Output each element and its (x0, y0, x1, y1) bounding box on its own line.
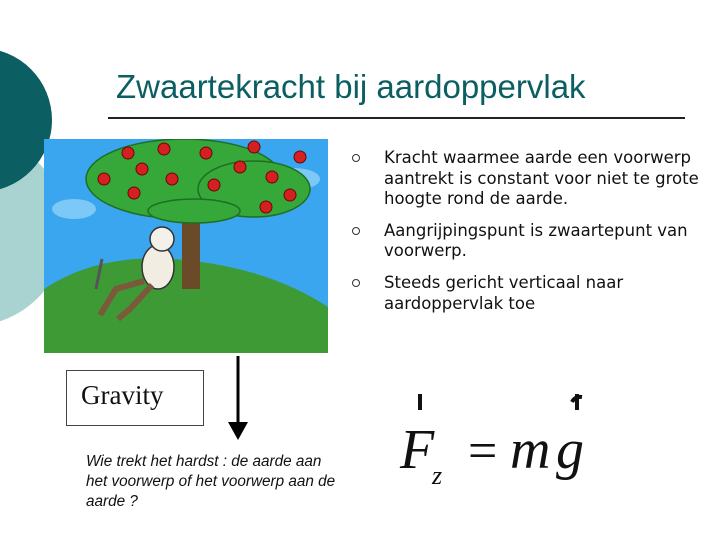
bullet-item (348, 148, 700, 210)
gravity-label: Gravity (81, 380, 164, 410)
hollow-circle-bullet-icon (352, 227, 360, 235)
bullet-list (348, 148, 700, 325)
gravity-label-box (66, 370, 204, 426)
newton-apple-tree-illustration (44, 139, 328, 353)
bullet-item (348, 221, 700, 262)
equals-sign: = (468, 423, 498, 480)
bullet-text: Kracht waarmee aarde een voorwerp aantrekt is constant voor niet te grote hoogte rond de aarde. (384, 148, 699, 209)
hollow-circle-bullet-icon (352, 279, 360, 287)
gravity-acceleration-symbol: g (556, 419, 584, 481)
down-arrow-icon (226, 356, 250, 442)
caption-question: Wie trekt het hardst : de aarde aan het voorwerp of het voorwerp aan de aarde ? (86, 453, 336, 510)
slide-title: Zwaartekracht bij aardoppervlak (116, 68, 586, 105)
title-divider (108, 117, 685, 119)
bullet-item (348, 273, 700, 314)
bullet-text: Steeds gericht verticaal naar aardoppervlak toe (384, 272, 624, 313)
gravity-formula (392, 388, 602, 488)
vector-mark-icon (418, 394, 422, 410)
force-symbol: F (400, 419, 435, 481)
hollow-circle-bullet-icon (352, 154, 360, 162)
bullet-text: Aangrijpingspunt is zwaartepunt van voorwerp. (384, 220, 688, 261)
mass-symbol: m (510, 419, 551, 481)
force-subscript: z (432, 461, 443, 488)
